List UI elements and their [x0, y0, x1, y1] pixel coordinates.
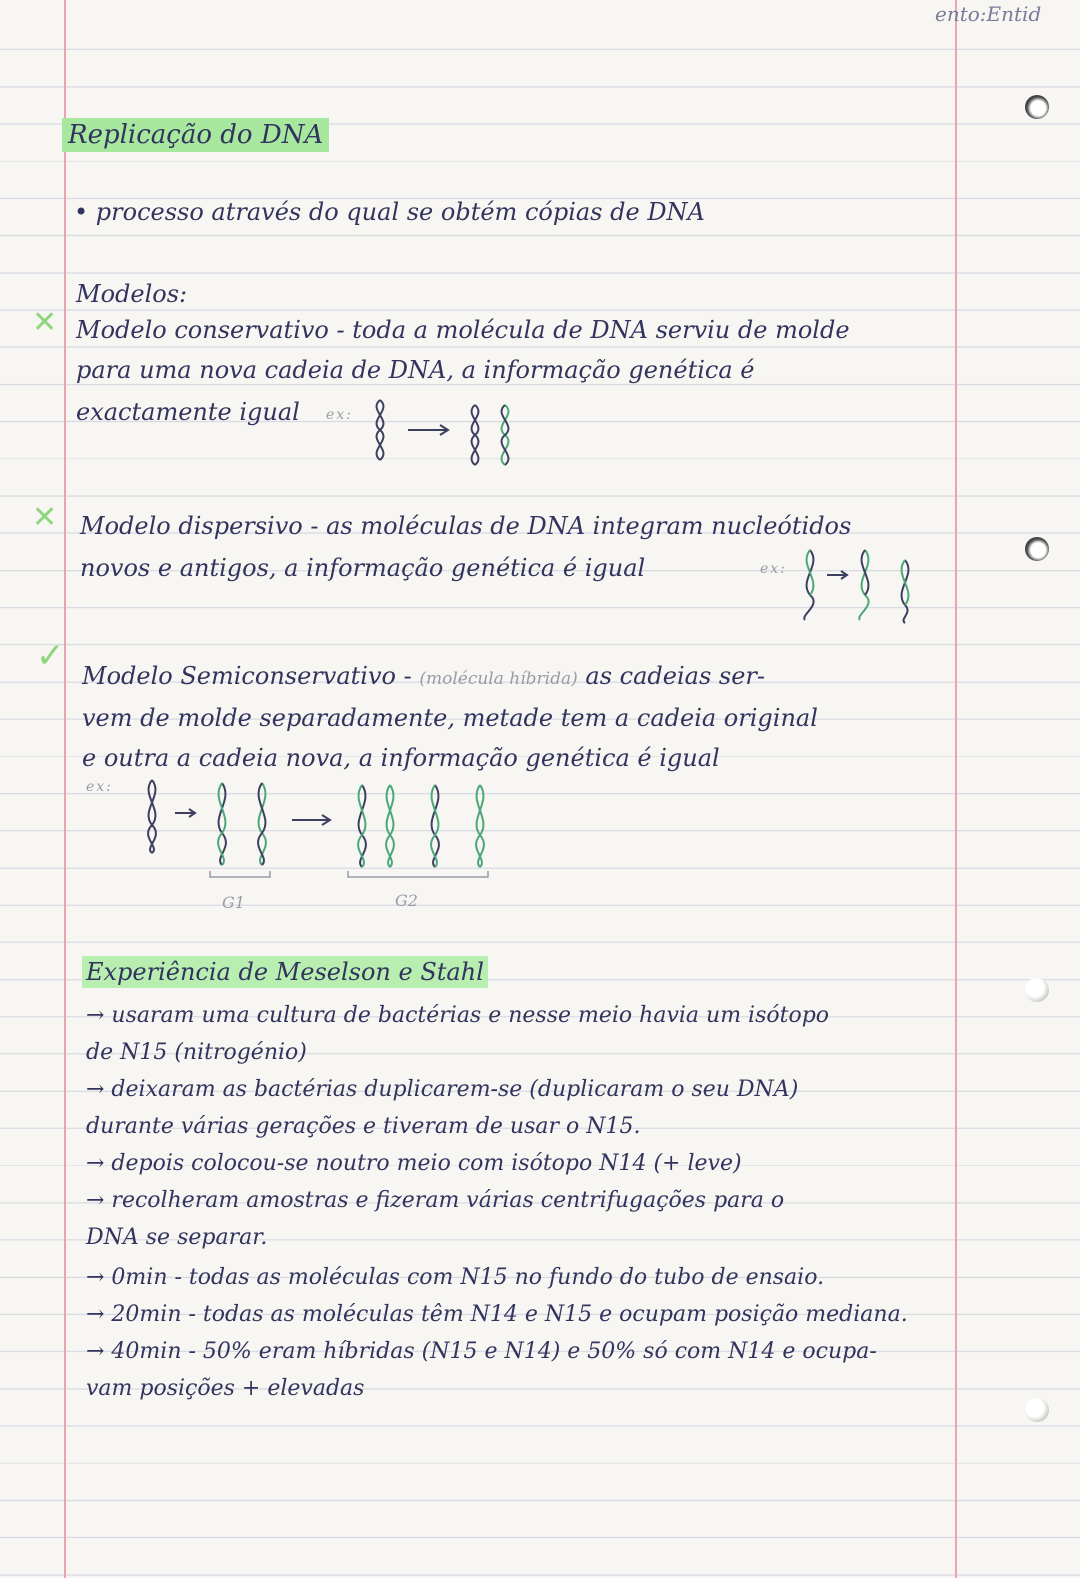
- g2-label: G2: [395, 891, 418, 910]
- semiconservative-line-1: [82, 664, 765, 688]
- semiconservative-note: (molécula híbrida): [419, 669, 578, 689]
- conservative-line-1: Modelo conservativo - toda a molécula de DNA serviu de molde: [76, 316, 850, 344]
- experiment-line-8: → 0min - todas as moléculas com N15 no fundo do tubo de ensaio.: [86, 1265, 825, 1290]
- semiconservative-line-2: vem de molde separadamente, metade tem a cadeia original: [82, 704, 818, 732]
- experiment-line-4: durante várias gerações e tiveram de usar o N15.: [86, 1114, 641, 1139]
- experiment-line-6: → recolheram amostras e fizeram várias centrifugações para o: [86, 1188, 785, 1213]
- dispersive-line-1: Modelo dispersivo - as moléculas de DNA integram nucleótidos: [80, 512, 852, 540]
- cross-mark-icon: ✕: [32, 305, 58, 340]
- conservative-example-label: ex:: [326, 407, 353, 423]
- experiment-line-10: → 40min - 50% eram híbridas (N15 e N14) e 50% só com N14 e ocupa-: [86, 1339, 877, 1364]
- definition-text: • processo através do qual se obtém cópias de DNA: [74, 198, 705, 226]
- punch-hole-icon: [1025, 1398, 1049, 1422]
- experiment-line-7: DNA se separar.: [86, 1225, 268, 1250]
- semiconservative-diagram: [140, 775, 520, 885]
- semiconservative-example-label: ex:: [86, 779, 113, 795]
- experiment-line-5: → depois colocou-se noutro meio com isótopo N14 (+ leve): [86, 1151, 742, 1176]
- corner-text: ento:Entid: [935, 2, 1042, 26]
- experiment-heading-text: Experiência de Meselson e Stahl: [82, 956, 488, 988]
- dispersive-example-label: ex:: [760, 561, 787, 577]
- experiment-line-2: de N15 (nitrogénio): [86, 1040, 307, 1065]
- experiment-line-11: vam posições + elevadas: [86, 1376, 365, 1401]
- conservative-line-2: para uma nova cadeia de DNA, a informação genética é: [76, 356, 755, 384]
- left-margin-line: [64, 0, 66, 1578]
- punch-hole-icon: [1025, 978, 1049, 1002]
- experiment-heading: [82, 960, 488, 984]
- experiment-line-1: → usaram uma cultura de bactérias e nesse meio havia um isótopo: [86, 1003, 830, 1028]
- page-title: [62, 122, 329, 148]
- punch-hole-icon: [1025, 95, 1049, 119]
- experiment-line-3: → deixaram as bactérias duplicarem-se (duplicaram o seu DNA): [86, 1077, 799, 1102]
- check-mark-icon: ✓: [36, 636, 65, 676]
- conservative-line-3: exactamente igual: [76, 398, 300, 426]
- right-margin-line: [955, 0, 957, 1578]
- page-title-text: Replicação do DNA: [62, 118, 329, 152]
- dispersive-line-2: novos e antigos, a informação genética é igual: [80, 554, 646, 582]
- punch-hole-icon: [1025, 537, 1049, 561]
- conservative-diagram: [370, 395, 540, 485]
- semiconservative-title: Modelo Semiconservativo -: [82, 662, 412, 690]
- semiconservative-line-3: e outra a cadeia nova, a informação genética é igual: [82, 744, 720, 772]
- semiconservative-line-1-end: as cadeias ser-: [585, 662, 766, 690]
- g1-label: G1: [222, 893, 245, 912]
- cross-mark-icon: ✕: [32, 500, 58, 535]
- dispersive-diagram: [795, 545, 935, 625]
- experiment-line-9: → 20min - todas as moléculas têm N14 e N15 e ocupam posição mediana.: [86, 1302, 908, 1327]
- models-heading: Modelos:: [76, 280, 188, 308]
